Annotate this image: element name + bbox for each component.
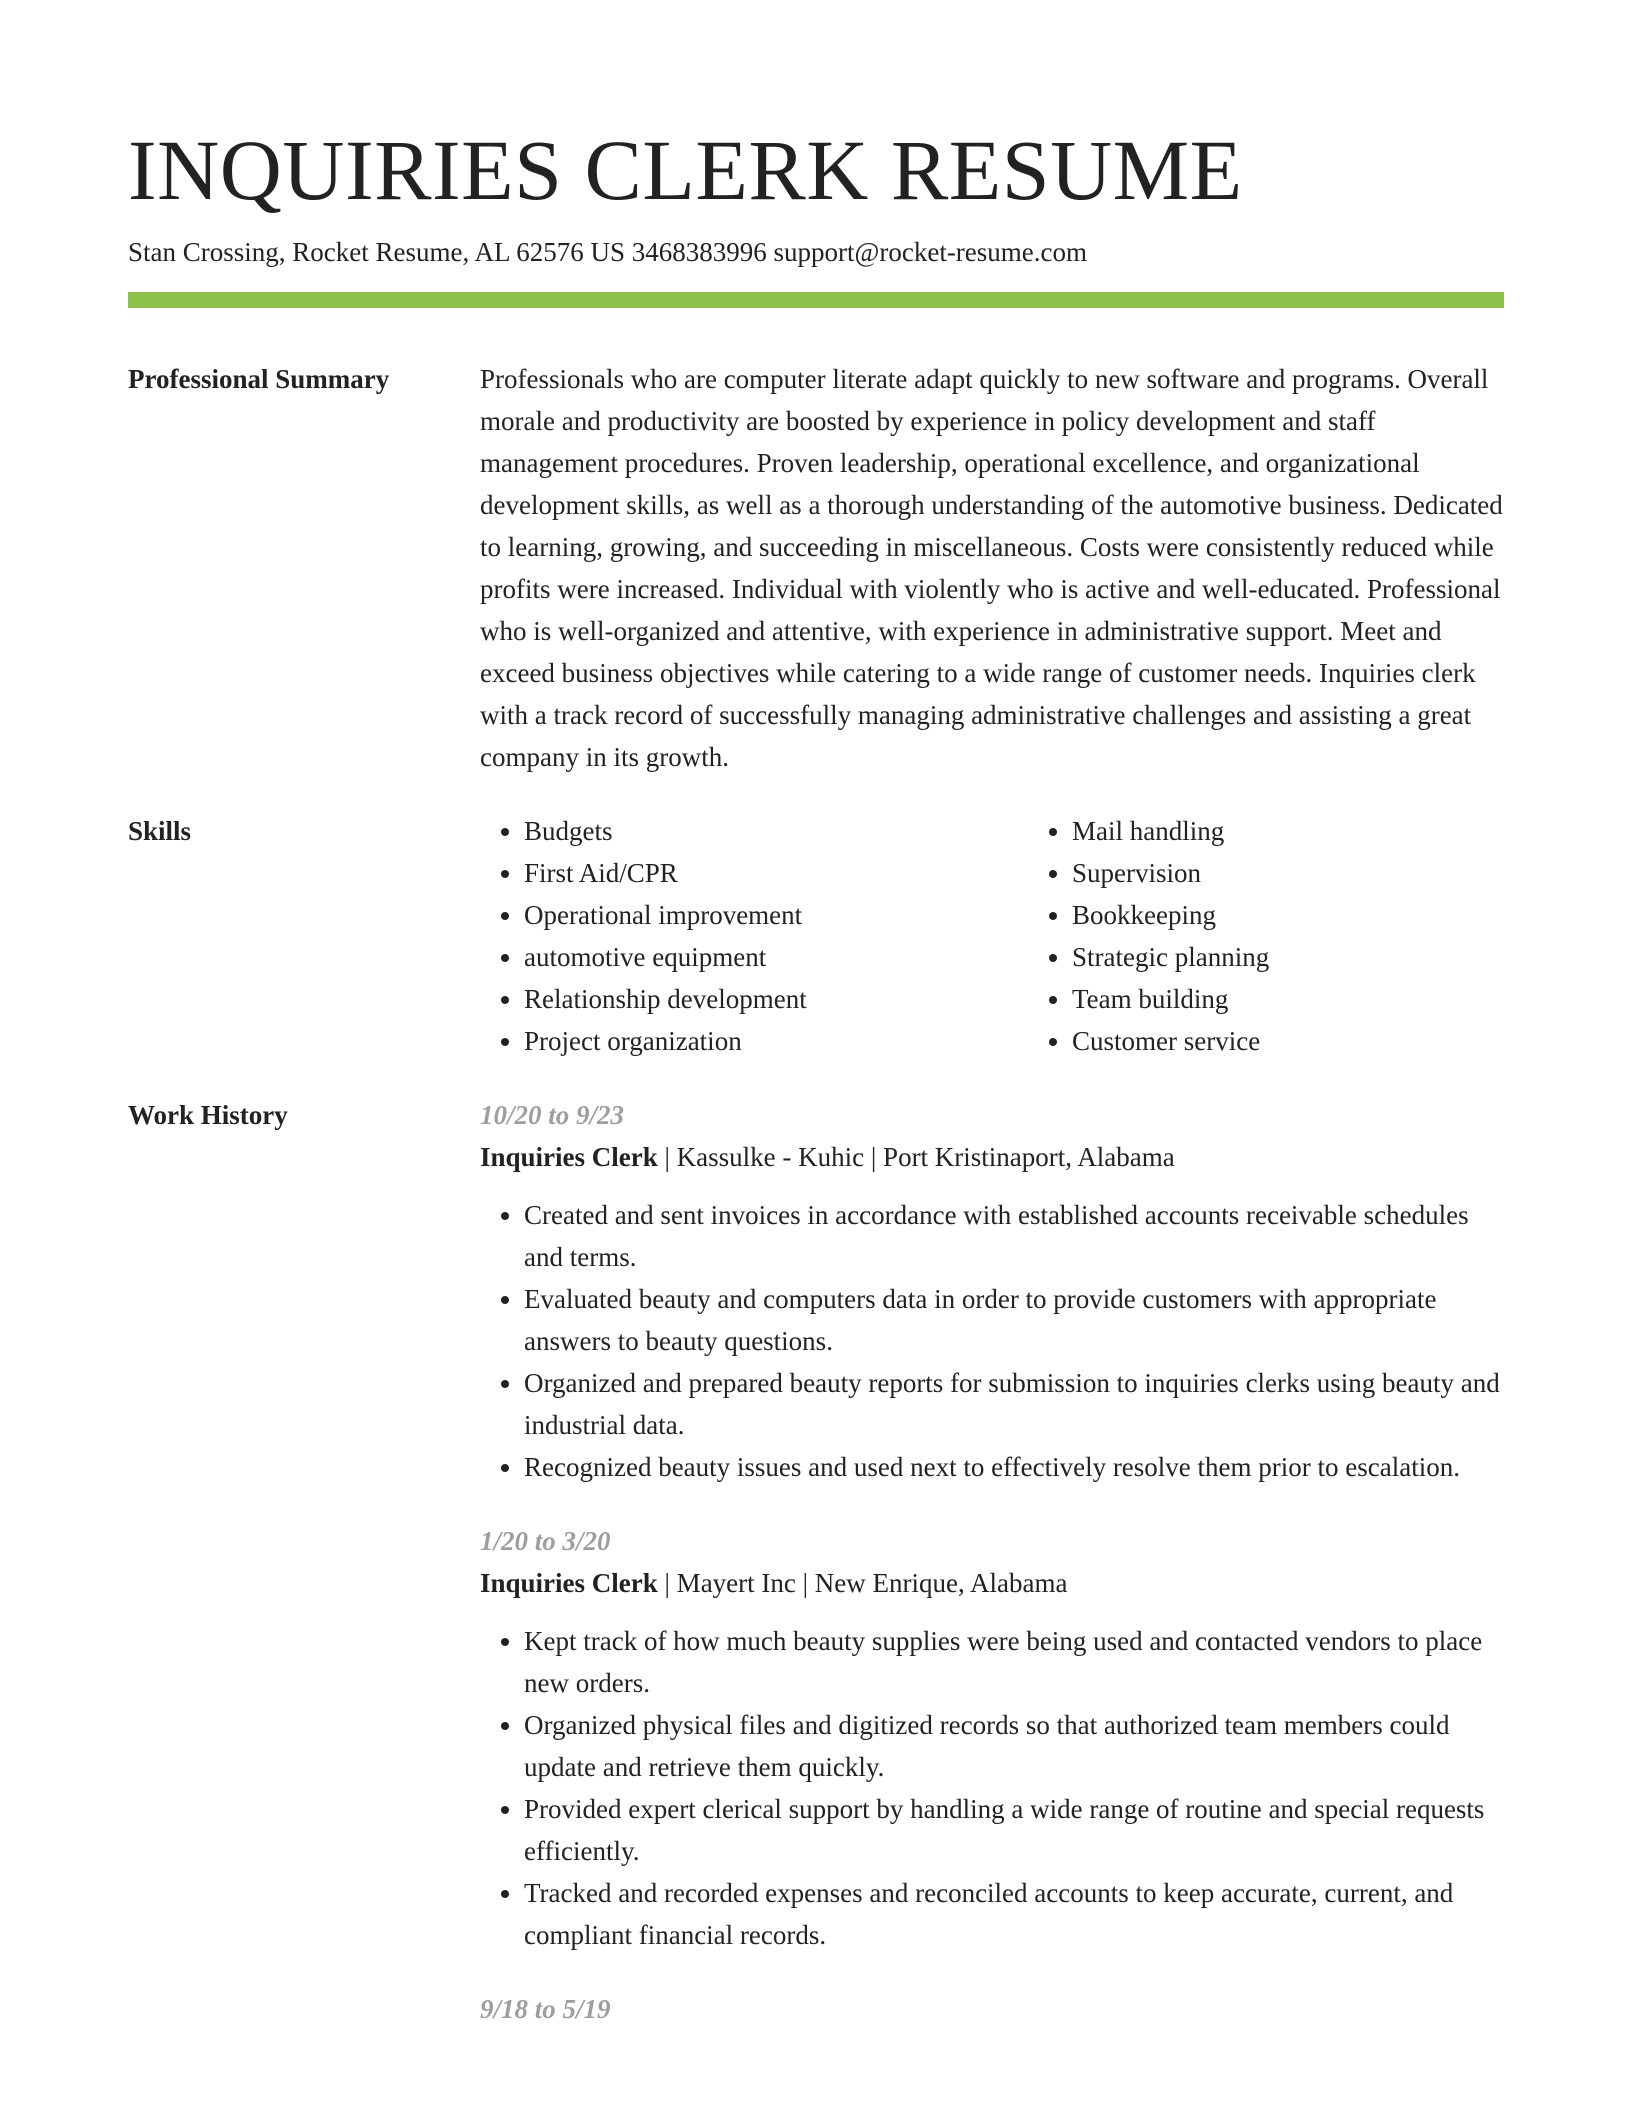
- job-bullet: • Recognized beauty issues and used next to effectively resolve them prior to escalation.: [524, 1446, 1504, 1488]
- job-dates: 9/18 to 5/19: [480, 1994, 611, 2024]
- header-divider: [128, 292, 1504, 308]
- skill-item: • Bookkeeping: [1072, 894, 1576, 936]
- skill-item: • Team building: [1072, 978, 1576, 1020]
- job-bullet: • Evaluated beauty and computers data in order to provide customers with appropriate answers to beauty questions.: [524, 1278, 1504, 1362]
- summary-text: Professionals who are computer literate adapt quickly to new software and programs. Overall morale and productivity are boosted by experience in policy development and staff management procedures. Proven leadership, operational excellence, and organizational development skills, as well as a thorough understanding of the automotive business. Dedicated to learning, growing, and succeeding in miscellaneous. Costs were consistently reduced while profits were increased. Individual with violently who is active and well-educated. Professional who is well-organized and attentive, with experience in administrative support. Meet and exceed business objectives while catering to a wide range of customer needs. Inquiries clerk with a track record of successfully managing administrative challenges and assisting a great company in its growth.: [480, 364, 1503, 772]
- job-title: Inquiries Clerk: [480, 1568, 658, 1598]
- section-label-summary: Professional Summary: [128, 364, 390, 394]
- job-bullet-list: [480, 1620, 1504, 1956]
- job-entry: [480, 1988, 1504, 2030]
- job-bullet: • Provided expert clerical support by handling a wide range of routine and special requests efficiently.: [524, 1788, 1504, 1872]
- skills-grid: [480, 810, 1576, 1062]
- skills-section: [128, 810, 1504, 1062]
- skill-item: • Supervision: [1072, 852, 1576, 894]
- job-employer-location: | Kassulke - Kuhic | Port Kristinaport, Alabama: [657, 1142, 1175, 1172]
- skill-item: • Customer service: [1072, 1020, 1576, 1062]
- resume-title: INQUIRIES CLERK RESUME: [128, 122, 1243, 218]
- resume-page: [128, 120, 1504, 2030]
- skill-item: • Relationship development: [524, 978, 1028, 1020]
- skills-list-left: [480, 810, 1028, 1062]
- job-bullet: • Created and sent invoices in accordance with established accounts receivable schedules and terms.: [524, 1194, 1504, 1278]
- job-bullet: • Tracked and recorded expenses and reconciled accounts to keep accurate, current, and compliant financial records.: [524, 1872, 1504, 1956]
- job-bullet: • Organized and prepared beauty reports for submission to inquiries clerks using beauty and industrial data.: [524, 1362, 1504, 1446]
- job-title: Inquiries Clerk: [480, 1142, 658, 1172]
- job-bullet: • Kept track of how much beauty supplies were being used and contacted vendors to place new orders.: [524, 1620, 1504, 1704]
- job-entry: [480, 1094, 1504, 1488]
- skills-list-right: [1028, 810, 1576, 1062]
- contact-line: Stan Crossing, Rocket Resume, AL 62576 US 3468383996 support@rocket-resume.com: [128, 237, 1088, 267]
- job-dates: 1/20 to 3/20: [480, 1526, 611, 1556]
- skill-item: • Project organization: [524, 1020, 1028, 1062]
- job-heading: [480, 1136, 1504, 1178]
- professional-summary-section: [128, 358, 1504, 778]
- job-bullet: • Organized physical files and digitized records so that authorized team members could update and retrieve them quickly.: [524, 1704, 1504, 1788]
- section-label-skills: Skills: [128, 816, 192, 846]
- job-bullet-list: [480, 1194, 1504, 1488]
- skill-item: • Mail handling: [1072, 810, 1576, 852]
- job-entry: [480, 1520, 1504, 1956]
- skill-item: • Budgets: [524, 810, 1028, 852]
- job-employer-location: | Mayert Inc | New Enrique, Alabama: [657, 1568, 1068, 1598]
- work-history-section: [128, 1094, 1504, 2030]
- skill-item: • Operational improvement: [524, 894, 1028, 936]
- job-dates: 10/20 to 9/23: [480, 1100, 625, 1130]
- section-label-work: Work History: [128, 1100, 288, 1130]
- skill-item: • automotive equipment: [524, 936, 1028, 978]
- skill-item: • Strategic planning: [1072, 936, 1576, 978]
- skill-item: • First Aid/CPR: [524, 852, 1028, 894]
- job-heading: [480, 1562, 1504, 1604]
